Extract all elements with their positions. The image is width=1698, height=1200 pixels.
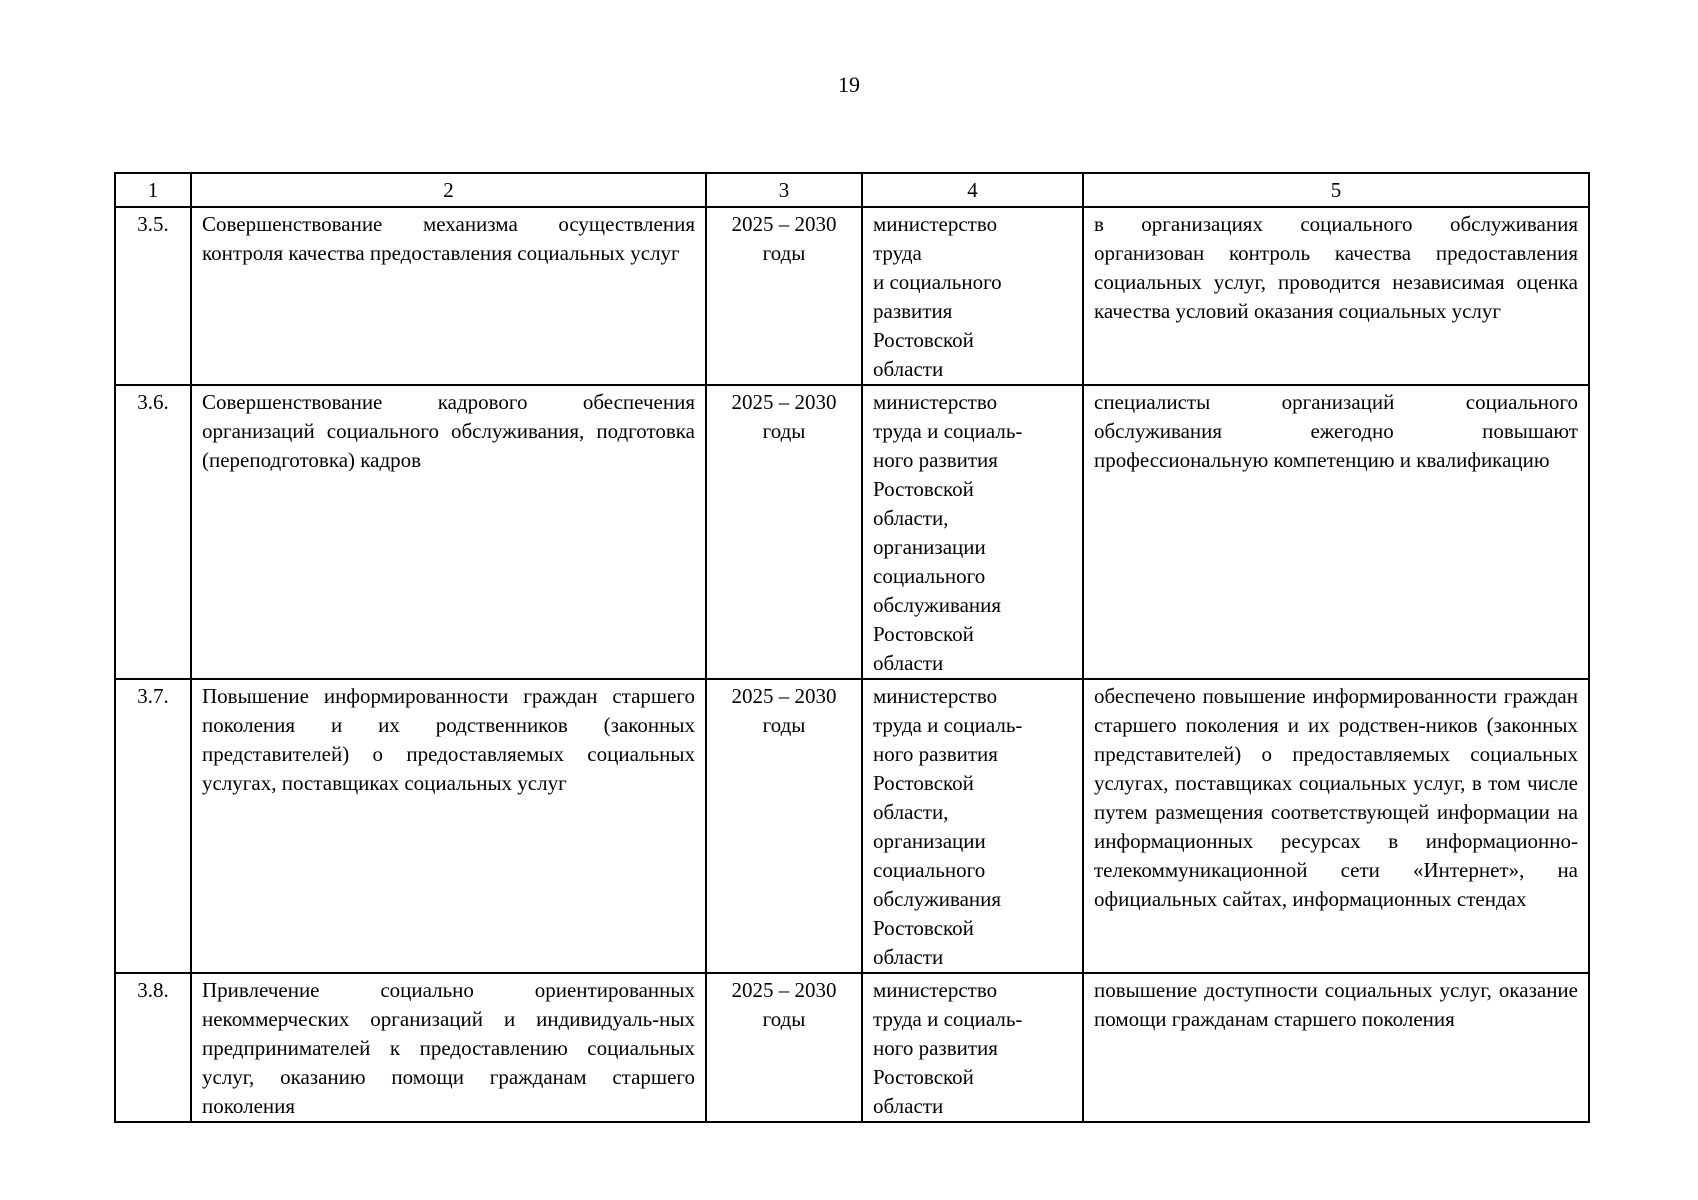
row-number: 3.8.: [115, 973, 191, 1122]
implementation-period: [706, 207, 862, 385]
responsible-line: Ростовской: [873, 1065, 974, 1089]
responsible-line: социального: [873, 564, 986, 588]
expected-result: обеспечено повышение информированности граждан старшего поколения и их родствен-ников (законных представителей) о предоставляемых социальных услугах, поставщиках социальных услуг, в том числе путем размещения соответствующей информации на информационных ресурсах в информационно-телекоммуникационной сети «Интернет», на официальных сайтах, информационных стендах: [1083, 679, 1589, 973]
responsible-line: организации: [873, 535, 986, 559]
row-number: 3.6.: [115, 385, 191, 679]
table-row: [115, 207, 1589, 385]
period-line: годы: [762, 1007, 806, 1031]
measure-description: Привлечение социально ориентированных некоммерческих организаций и индивидуаль-ных предпринимателей к предоставлению социальных услуг, оказанию помощи гражданам старшего поколения: [191, 973, 706, 1122]
column-number-header-row: [115, 173, 1589, 207]
responsible-line: труда и социаль-: [873, 1007, 1023, 1031]
row-number: 3.7.: [115, 679, 191, 973]
implementation-period: [706, 679, 862, 973]
responsible-line: труда и социаль-: [873, 419, 1023, 443]
responsible-line: ного развития: [873, 742, 998, 766]
responsible-executor: [862, 679, 1083, 973]
responsible-line: труда и социаль-: [873, 713, 1023, 737]
period-line: 2025 – 2030: [731, 390, 837, 414]
column-header-3: 3: [706, 173, 862, 207]
implementation-period: [706, 385, 862, 679]
responsible-line: труда: [873, 241, 922, 265]
responsible-executor: [862, 385, 1083, 679]
responsible-line: и социального: [873, 270, 1002, 294]
responsible-executor: [862, 973, 1083, 1122]
responsible-line: Ростовской: [873, 622, 974, 646]
responsible-line: области: [873, 945, 944, 969]
measure-description: Совершенствование механизма осуществления контроля качества предоставления социальных услуг: [191, 207, 706, 385]
responsible-line: Ростовской: [873, 771, 974, 795]
responsible-executor: [862, 207, 1083, 385]
period-line: годы: [762, 241, 806, 265]
implementation-period: [706, 973, 862, 1122]
responsible-line: социального: [873, 858, 986, 882]
responsible-line: обслуживания: [873, 593, 1002, 617]
responsible-line: обслуживания: [873, 887, 1002, 911]
responsible-line: ного развития: [873, 1036, 998, 1060]
page-number: 19: [838, 72, 860, 97]
expected-result: специалисты организаций социального обслуживания ежегодно повышают профессиональную компетенцию и квалификацию: [1083, 385, 1589, 679]
expected-result: повышение доступности социальных услуг, оказание помощи гражданам старшего поколения: [1083, 973, 1589, 1122]
responsible-line: области,: [873, 506, 949, 530]
period-line: годы: [762, 713, 806, 737]
period-line: 2025 – 2030: [731, 978, 837, 1002]
table-row: [115, 679, 1589, 973]
period-line: годы: [762, 419, 806, 443]
responsible-line: министерство: [873, 390, 998, 414]
responsible-line: министерство: [873, 978, 998, 1002]
column-header-5: 5: [1083, 173, 1589, 207]
responsible-line: Ростовской: [873, 477, 974, 501]
column-header-4: 4: [862, 173, 1083, 207]
column-header-2: 2: [191, 173, 706, 207]
period-line: 2025 – 2030: [731, 684, 837, 708]
responsible-line: организации: [873, 829, 986, 853]
table-row: [115, 385, 1589, 679]
responsible-line: ного развития: [873, 448, 998, 472]
responsible-line: министерство: [873, 684, 998, 708]
expected-result: в организациях социального обслуживания организован контроль качества предоставления социальных услуг, проводится независимая оценка качества условий оказания социальных услуг: [1083, 207, 1589, 385]
responsible-line: области: [873, 1094, 944, 1118]
responsible-line: области: [873, 651, 944, 675]
responsible-line: развития: [873, 299, 953, 323]
column-header-1: 1: [115, 173, 191, 207]
responsible-line: Ростовской: [873, 916, 974, 940]
responsible-line: министерство: [873, 212, 998, 236]
row-number: 3.5.: [115, 207, 191, 385]
measure-description: Повышение информированности граждан старшего поколения и их родственников (законных представителей) о предоставляемых социальных услугах, поставщиках социальных услуг: [191, 679, 706, 973]
responsible-line: области,: [873, 800, 949, 824]
period-line: 2025 – 2030: [731, 212, 837, 236]
responsible-line: области: [873, 357, 944, 381]
table-row: [115, 973, 1589, 1122]
responsible-line: Ростовской: [873, 328, 974, 352]
measure-description: Совершенствование кадрового обеспечения организаций социального обслуживания, подготовка (переподготовка) кадров: [191, 385, 706, 679]
measures-table: [114, 172, 1590, 1123]
